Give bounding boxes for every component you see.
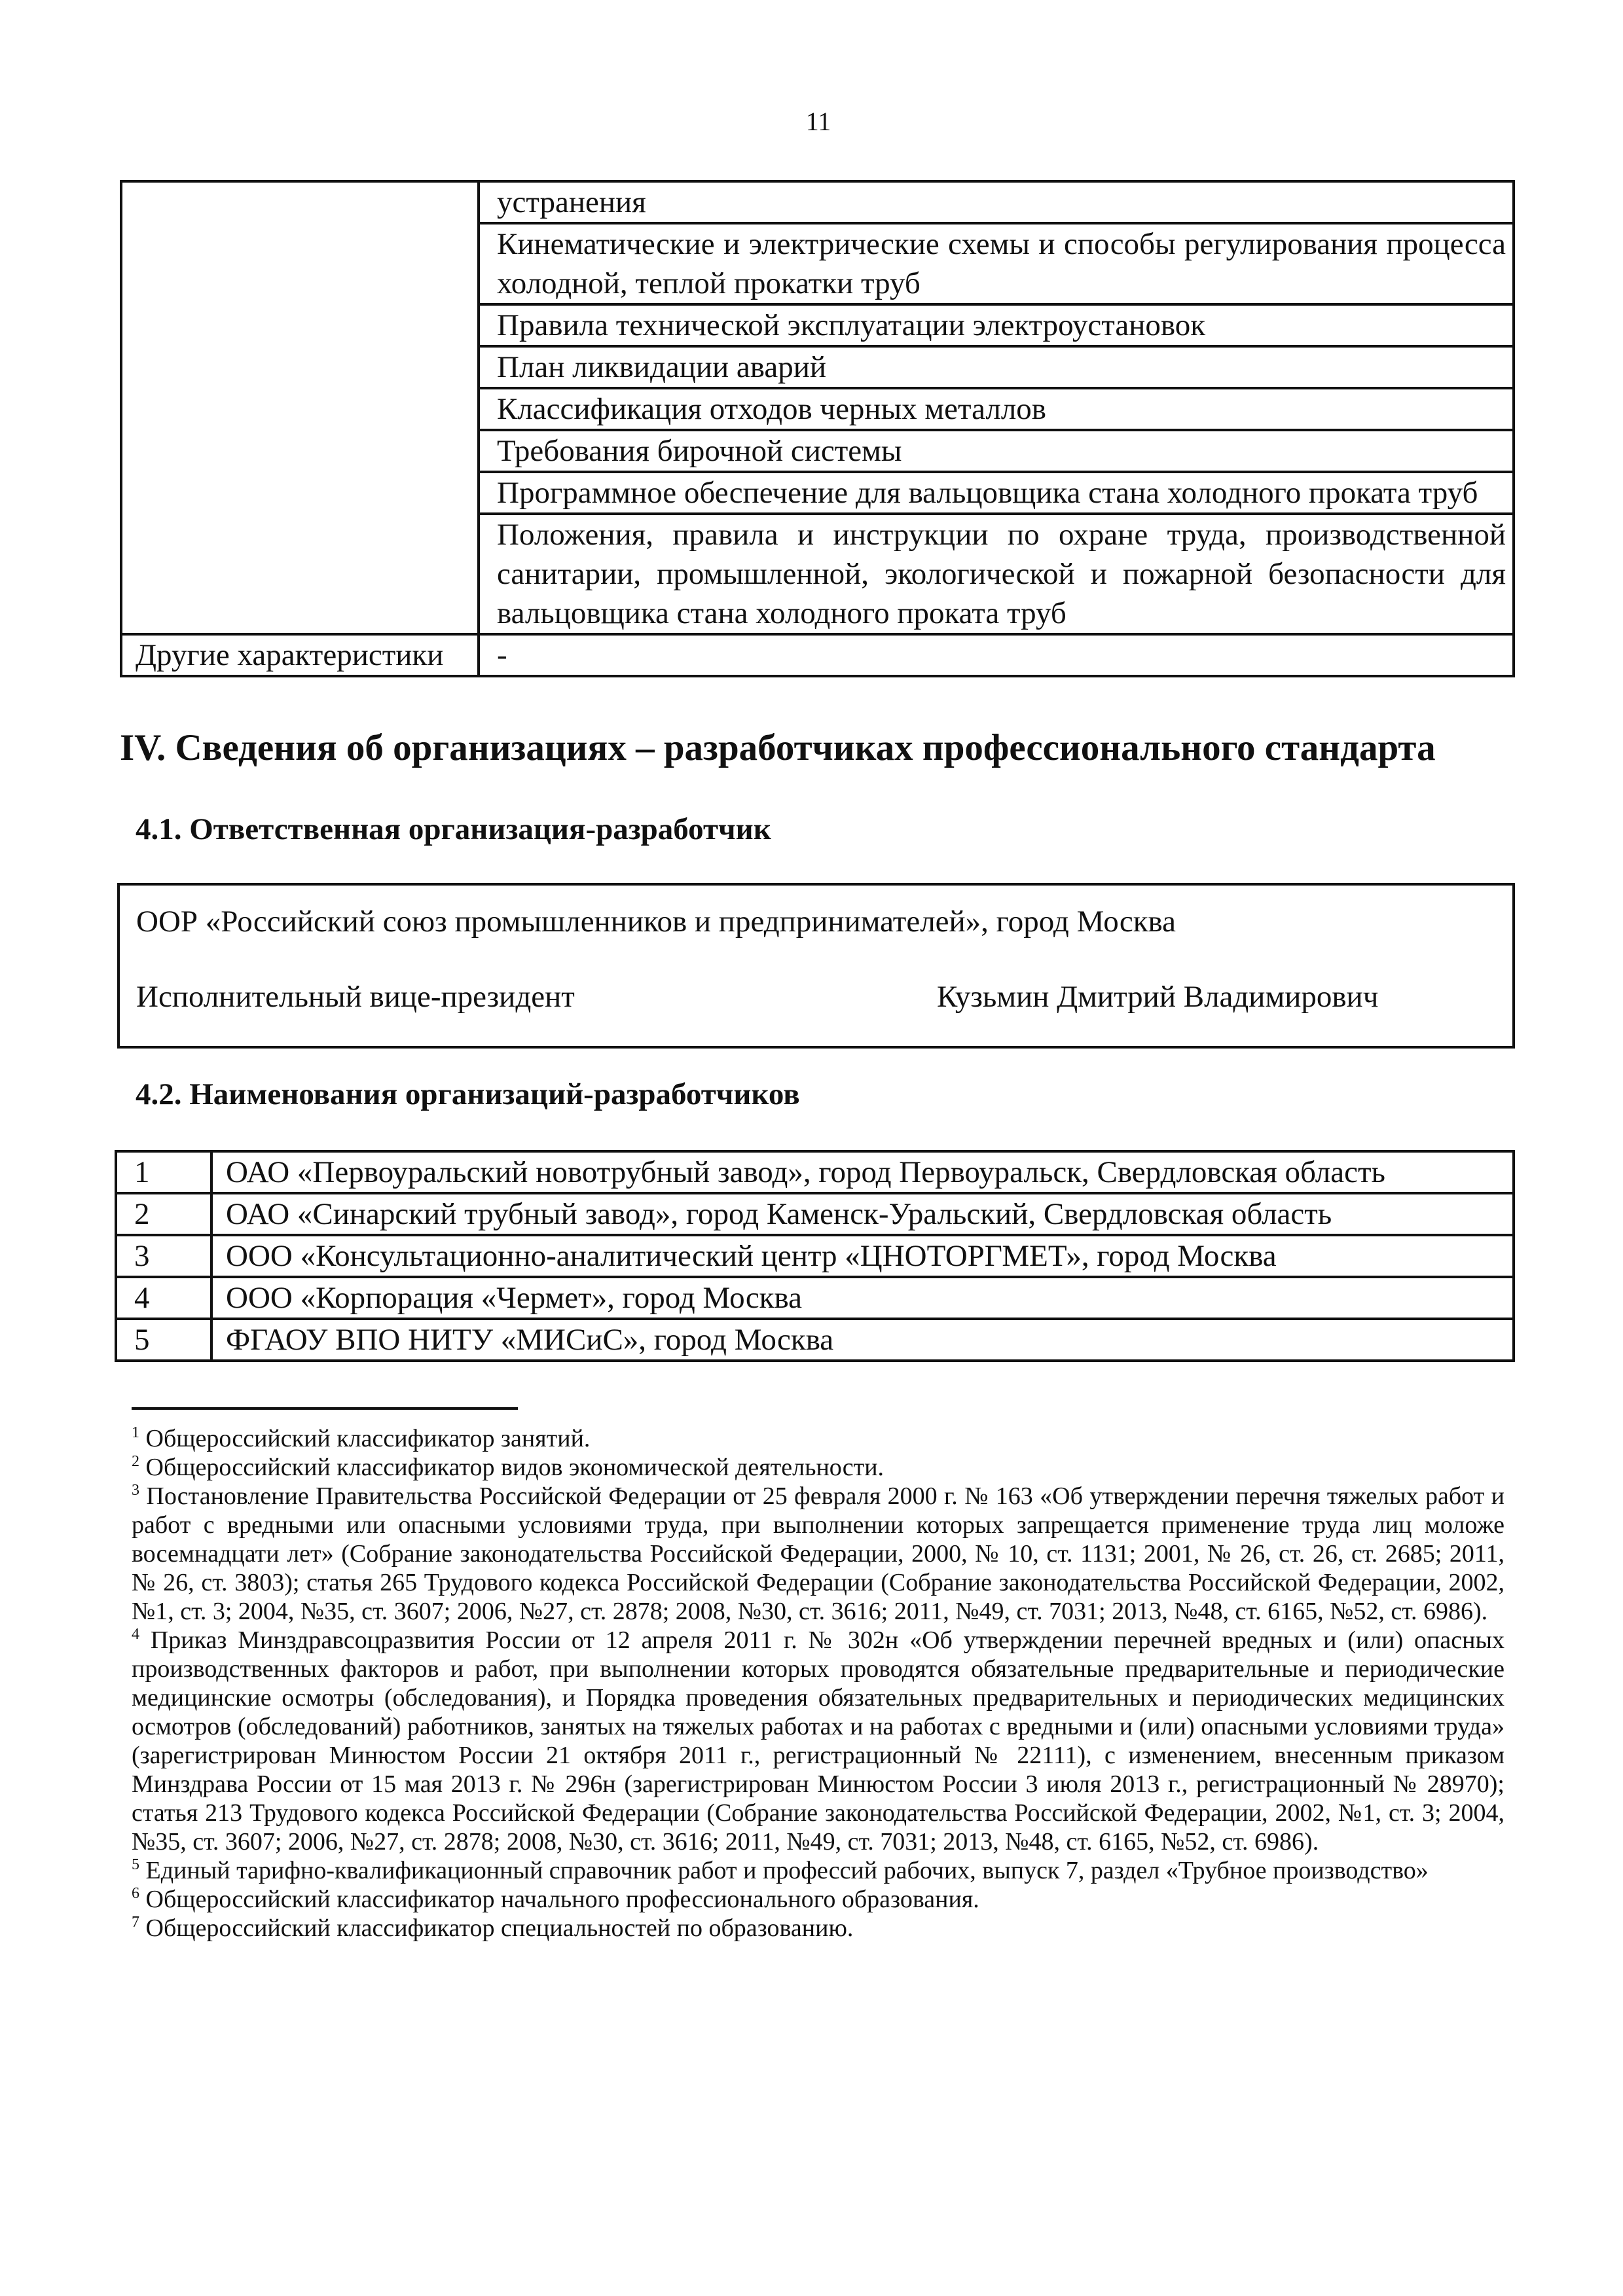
row-number: 3 [116,1235,211,1277]
footnote-mark: 7 [132,1914,139,1931]
footnote [132,1914,1504,1943]
row-number: 2 [116,1193,211,1235]
subsection-heading-4-2: 4.2. Наименования организаций-разработчиков [136,1077,800,1111]
footnote [132,1885,1504,1914]
footnote-text: Общероссийский классификатор специальностей по образованию. [145,1914,854,1942]
footnote [132,1424,1504,1453]
footnote-text: Общероссийский классификатор начального профессионального образования. [145,1886,979,1913]
row-number: 4 [116,1277,211,1319]
table-cell: Правила технической эксплуатации электроустановок [479,304,1514,346]
table-cell: Положения, правила и инструкции по охране труда, производственной санитарии, промышленной, экологической и пожарной безопасности для вальцовщика стана холодного проката труб [479,514,1514,634]
footnote [132,1856,1504,1885]
footnote [132,1482,1504,1626]
other-characteristics-label: Другие характеристики [121,634,479,676]
table-cell: План ликвидации аварий [479,346,1514,388]
footnote-mark: 5 [132,1856,139,1873]
organization-name: ООО «Консультационно-аналитический центр «ЦНОТОРГМЕТ», город Москва [211,1235,1514,1277]
row-number: 5 [116,1319,211,1361]
responsible-organization-box [117,883,1515,1049]
table-cell-empty [121,181,479,634]
developer-organizations-table [115,1150,1515,1362]
organization-name: ООР «Российский союз промышленников и предпринимателей», город Москва [136,905,1176,939]
footnote-text: Единый тарифно-квалификационный справочник работ и профессий рабочих, выпуск 7, раздел «Трубное производство» [145,1857,1429,1884]
footnote-text: Приказ Минздравсоцразвития России от 12 апреля 2011 г. № 302н «Об утверждении перечней вредных и (или) опасных производственных факторов и работ, при выполнении которых проводятся обязательные предварительные и периодические медицинские осмотры (обследования), и Порядка проведения обязательных предварительных и периодических медицинских осмотров (обследований) работников, занятых на тяжелых работах и на работах с вредными и (или) опасными условиями труда» (зарегистрирован Минюстом России 21 октября 2011 г., регистрационный № 22111), с изменением, внесенным приказом Минздрава России от 15 мая 2013 г. № 296н (зарегистрирован Минюстом России 3 июля 2013 г., регистрационный № 28970); статья 213 Трудового кодекса Российской Федерации (Собрание законодательства Российской Федерации, 2002, №1, ст. 3; 2004, №35, ст. 3607; 2006, №27, ст. 2878; 2008, №30, ст. 3616; 2011, №49, ст. 7031; 2013, №48, ст. 6165, №52, ст. 6986). [132,1626,1504,1856]
table-cell: Кинематические и электрические схемы и способы регулирования процесса холодной, теплой прокатки труб [479,223,1514,304]
footnote-mark: 4 [132,1626,139,1643]
table-row [116,1235,1514,1277]
footnote [132,1626,1504,1856]
organization-name: ОАО «Первоуральский новотрубный завод», город Первоуральск, Свердловская область [211,1151,1514,1193]
table-cell: Требования бирочной системы [479,430,1514,472]
footnote-mark: 1 [132,1424,139,1441]
table-row-other [121,634,1514,676]
requirements-table [120,180,1515,677]
table-row [116,1193,1514,1235]
footnote-text: Общероссийский классификатор занятий. [145,1425,591,1452]
table-row [116,1277,1514,1319]
organization-name: ООО «Корпорация «Чермет», город Москва [211,1277,1514,1319]
footnote [132,1453,1504,1482]
table-row [116,1151,1514,1193]
executive-name: Кузьмин Дмитрий Владимирович [937,980,1379,1014]
footnote-separator [132,1407,518,1410]
organization-name: ФГАОУ ВПО НИТУ «МИСиС», город Москва [211,1319,1514,1361]
other-characteristics-value: - [479,634,1514,676]
footnote-mark: 6 [132,1885,139,1902]
footnote-text: Общероссийский классификатор видов экономической деятельности. [145,1454,884,1481]
section-heading: IV. Сведения об организациях – разработчиках профессионального стандарта [120,727,1436,768]
subsection-heading-4-1: 4.1. Ответственная организация-разработчик [136,812,771,846]
organization-name: ОАО «Синарский трубный завод», город Каменск-Уральский, Свердловская область [211,1193,1514,1235]
footnote-mark: 3 [132,1482,139,1499]
table-cell: Программное обеспечение для вальцовщика стана холодного проката труб [479,472,1514,514]
table-cell: Классификация отходов черных металлов [479,388,1514,430]
executive-position: Исполнительный вице-президент [136,980,575,1014]
table-cell: устранения [479,181,1514,223]
table-row [121,181,1514,223]
row-number: 1 [116,1151,211,1193]
footnotes [132,1424,1504,1943]
footnote-text: Постановление Правительства Российской Федерации от 25 февраля 2000 г. № 163 «Об утверждении перечня тяжелых работ и работ с вредными или опасными условиями труда, при выполнении которых запрещается применение труда лиц моложе восемнадцати лет» (Собрание законодательства Российской Федерации, 2000, № 10, ст. 1131; 2001, № 26, ст. 26, ст. 2685; 2011, № 26, ст. 3803); статья 265 Трудового кодекса Российской Федерации (Собрание законодательства Российской Федерации, 2002, №1, ст. 3; 2004, №35, ст. 3607; 2006, №27, ст. 2878; 2008, №30, ст. 3616; 2011, №49, ст. 7031; 2013, №48, ст. 6165, №52, ст. 6986). [132,1482,1504,1625]
table-row [116,1319,1514,1361]
footnote-mark: 2 [132,1453,139,1470]
page-number: 11 [805,107,831,136]
